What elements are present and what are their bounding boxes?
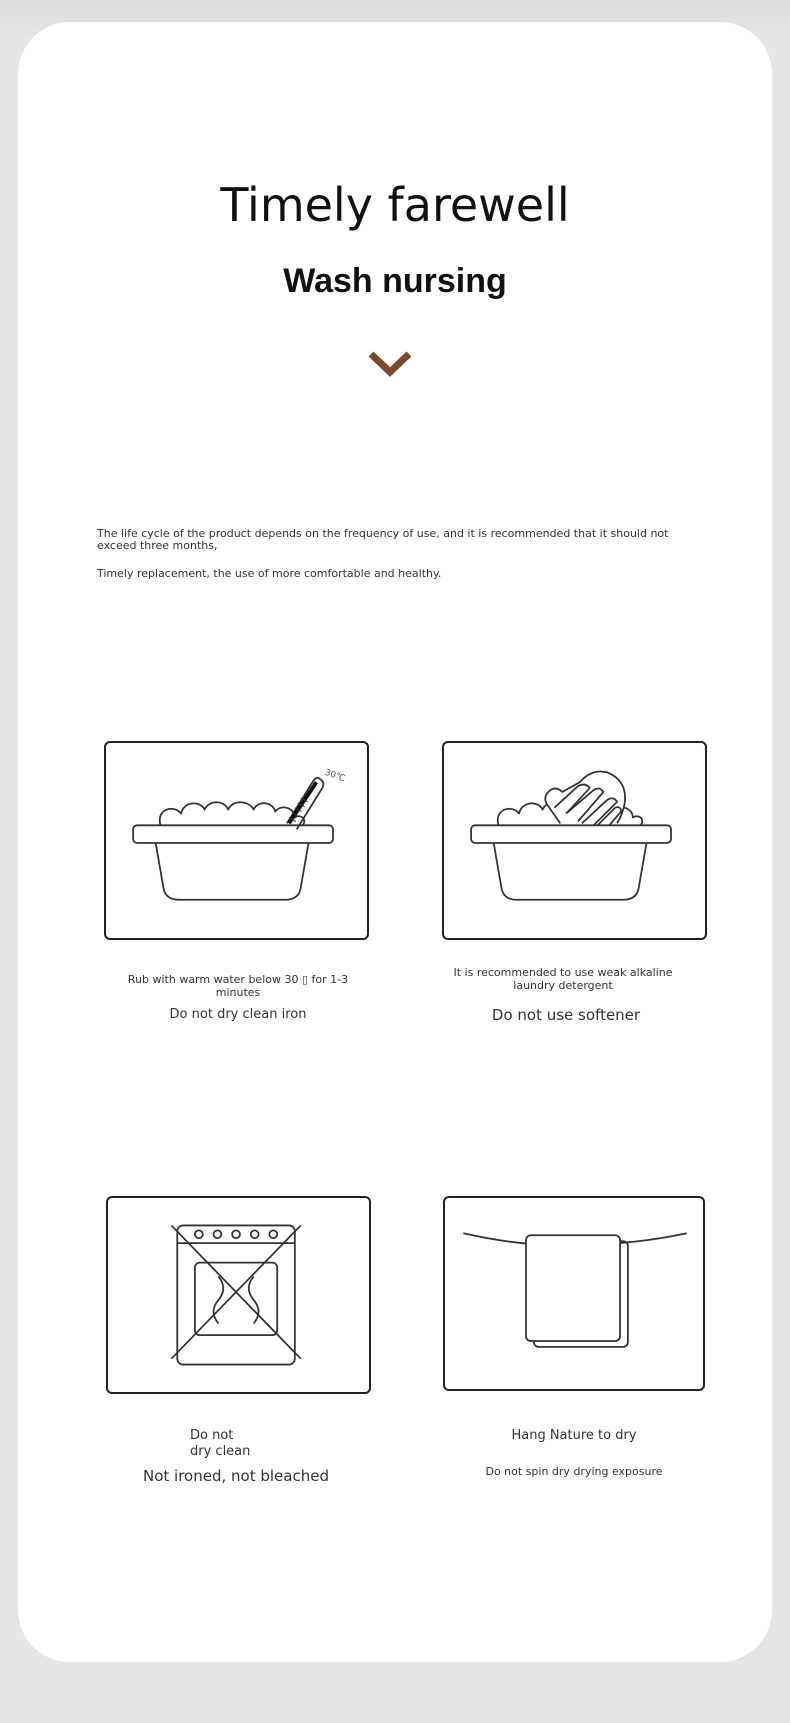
- chevron-down-icon: [367, 350, 413, 378]
- item-4-caption: Hang Nature to dry: [511, 1428, 637, 1443]
- item-3-caption: Do not dry clean: [190, 1428, 251, 1459]
- svg-text:30℃: 30℃: [323, 767, 347, 785]
- description-line-1: The life cycle of the product depends on the frequency of use, and it is recommended that it should not exceed three months,: [97, 527, 669, 552]
- item-2-note: Do not use softener: [491, 1006, 641, 1024]
- description-line-2: Timely replacement, the use of more comfortable and healthy.: [97, 567, 442, 580]
- item-1-note: Do not dry clean iron: [169, 1007, 307, 1022]
- item-3-note: Not ironed, not bleached: [143, 1467, 329, 1485]
- item-2-caption: It is recommended to use weak alkaline laundry detergent: [453, 966, 673, 992]
- page-subtitle: Wash nursing: [283, 262, 507, 300]
- item-4-note: Do not spin dry drying exposure: [485, 1465, 663, 1478]
- basin-thermometer-icon: [104, 741, 369, 940]
- basin-gloves-icon: [442, 741, 707, 940]
- page-title: Timely farewell: [220, 178, 570, 232]
- hang-dry-icon: [443, 1196, 705, 1391]
- no-dryer-icon: [106, 1196, 371, 1394]
- item-1-caption: Rub with warm water below 30 ▯ for 1-3 minutes: [127, 973, 349, 999]
